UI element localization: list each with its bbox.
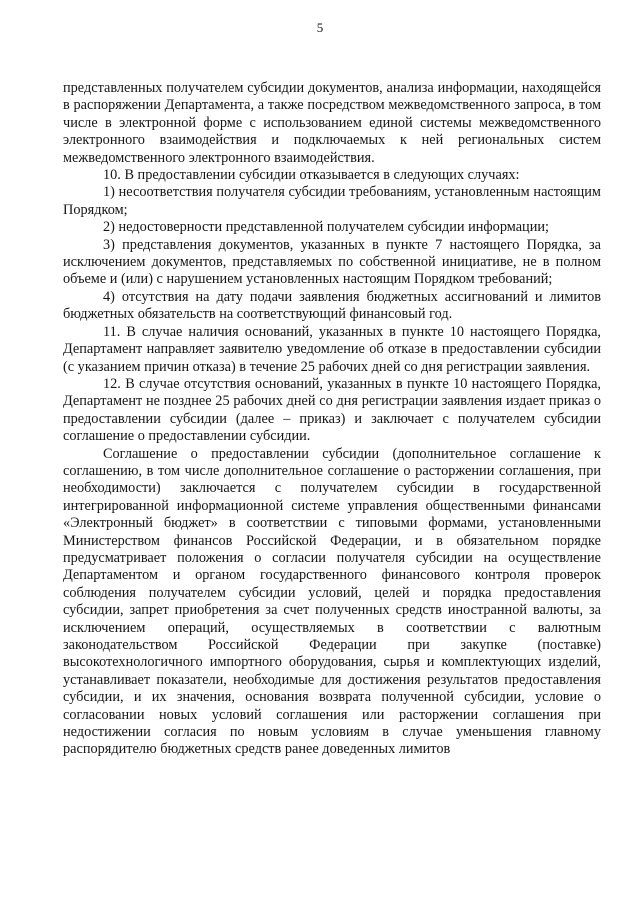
paragraph-agreement: Соглашение о предоставлении субсидии (дополнительное соглашение к соглашению, в том числе дополнительное соглашение о расторжении соглашения, при необходимости) заключается с получателем субсидии в государственной интегрированной информационной системе управления общественными финансами «Электронный бюджет» в соответствии с типовыми формами, установленными Министерством финансов Российской Федерации, и в обязательном порядке предусматривает положения о согласии получателя субсидии на осуществление Департаментом и органом государственного финансового контроля проверок соблюдения получателем субсидии условий, целей и порядка предоставления субсидии, запрет приобретения за счет полученных средств иностранной валюты, за исключением операций, осуществляемых в соответствии с валютным законодательством Российской Федерации при закупке (поставке) высокотехнологичного импортного оборудования, сырья и комплектующих изделий, устанавливает показатели, необходимые для достижения результатов предоставления субсидии, и их значения, основания возврата полученной субсидии, условие о согласовании новых условий соглашения или расторжении соглашения при недостижении согласия по новым условиям в случае уменьшения главному распорядителю бюджетных средств ранее доведенных лимитов <box>63 445 601 758</box>
paragraph-continuation: представленных получателем субсидии документов, анализа информации, находящейся в распоряжении Департамента, а также посредством межведомственного запроса, в том числе в электронной форме с использованием единой системы межведомственного электронного взаимодействия и подключаемых к ней региональных систем межведомственного электронного взаимодействия. <box>63 80 601 166</box>
paragraph-item-12: 12. В случае отсутствия оснований, указанных в пункте 10 настоящего Порядка, Департамент не позднее 25 рабочих дней со дня регистрации заявления издает приказ о предоставлении субсидии (далее – приказ) и заключает с получателем субсидии соглашение о предоставлении субсидии. <box>63 375 601 445</box>
paragraph-item-10: 10. В предоставлении субсидии отказывается в следующих случаях: <box>103 167 520 184</box>
paragraph-subitem-2: 2) недостоверности представленной получателем субсидии информации; <box>103 219 549 236</box>
paragraph-subitem-4: 4) отсутствия на дату подачи заявления бюджетных ассигнований и лимитов бюджетных обязательств на соответствующий финансовый год. <box>63 288 601 323</box>
document-body <box>63 80 601 759</box>
paragraph-item-11: 11. В случае наличия оснований, указанных в пункте 10 настоящего Порядка, Департамент направляет заявителю уведомление об отказе в предоставлении субсидии (с указанием причин отказа) в течение 25 рабочих дней со дня регистрации заявления. <box>63 323 601 375</box>
page-number: 5 <box>316 20 324 35</box>
paragraph-subitem-1: 1) несоответствия получателя субсидии требованиям, установленным настоящим Порядком; <box>63 184 601 218</box>
paragraph-subitem-3: 3) представления документов, указанных в пункте 7 настоящего Порядка, за исключением документов, представляемых по собственной инициативе, не в полном объеме и (или) с нарушением установленных настоящим Порядком требований; <box>63 236 601 288</box>
